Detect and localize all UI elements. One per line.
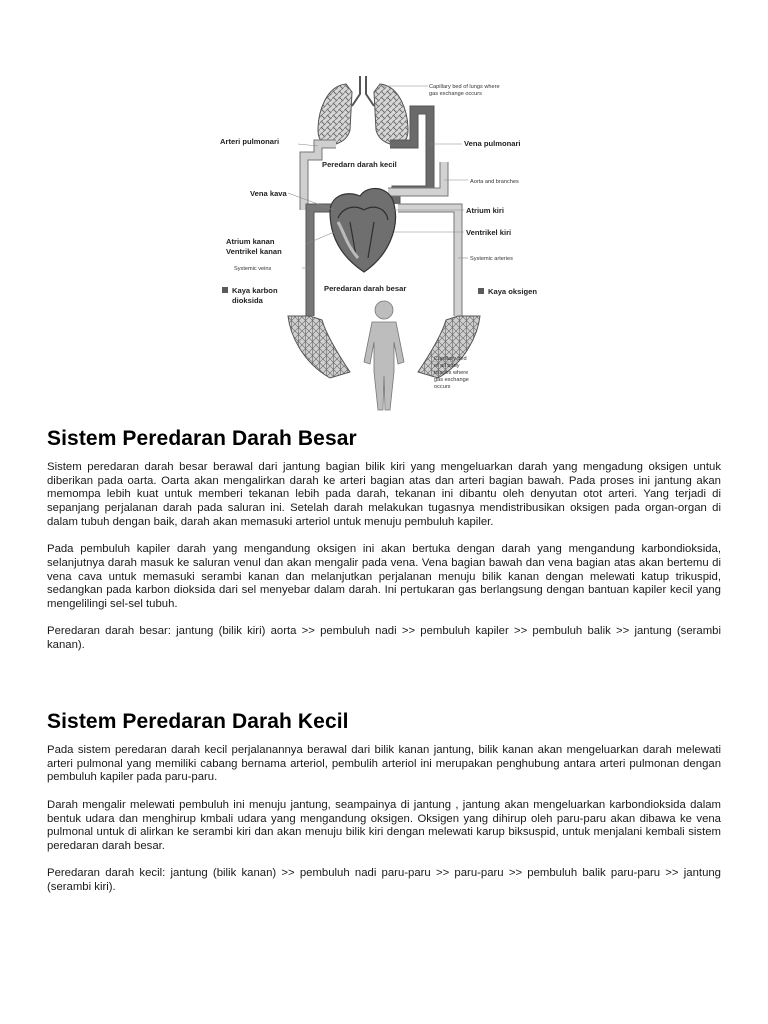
paragraph-besar-1: Sistem peredaran darah besar berawal dari jantung bagian bilik kiri yang mengeluarkan darah yang mengadung oksigen untuk diberikan pada oarta. Oarta akan mengalirkan darah ke arteri bagian atas dan arteri bagian bawah. Pada proses ini jantung akan memompa lebih kuat untuk memberi tekanan lebih pada darah, tekanan ini dibantu oleh denyutan otot arteri. Yang terjadi di sepanjang perjalanan darah pada saluran ini. Setelah darah melakukan tugasnya mendistribusikan oksigen pada organ-organ di dalam tubuh dengan baik, darah akan memasuki arteriol untuk menuju pembuluh kapiler. (47, 461, 721, 528)
label-peredaran-kecil: Peredarn darah kecil (322, 160, 397, 169)
label-atrium-kiri: Atrium kiri (466, 206, 504, 215)
label-aorta: Aorta and branches (470, 179, 519, 185)
human-figure (364, 301, 404, 410)
section-peredaran-kecil (47, 710, 721, 895)
heart (330, 188, 396, 272)
label-vena-pulmonari: Vena pulmonari (464, 139, 521, 148)
legend-swatch-oxygen (478, 288, 484, 294)
label-vena-kava: Vena kava (250, 189, 287, 198)
label-kaya-karbon-1: Kaya karbon (232, 286, 278, 295)
label-peredaran-besar: Peredaran darah besar (324, 284, 407, 293)
label-systemic-veins: Systemic veins (234, 266, 272, 272)
paragraph-kecil-2: Darah mengalir melewati pembuluh ini menuju jantung, seampainya di jantung , jantung akan mengeluarkan karbondioksida dalam bentuk udara dan menghirup kmbali udara yang mengandung oksigen. Oksigen yang dihirup oleh paru-paru akan dibawa ke vena pulmonal untuk di alirkan ke serambi kiri dan akan menuju bilik kiri dengan melewati karup biksuspid, untuk menjalani kembali sistem peredaran darah besar. (47, 798, 721, 852)
label-capillary-body-3: tissues where (434, 370, 469, 376)
lungs (318, 76, 408, 145)
label-ventrikel-kanan: Ventrikel kanan (226, 247, 282, 256)
paragraph-besar-3: Peredaran darah besar: jantung (bilik kiri) aorta >> pembuluh nadi >> pembuluh kapiler >> pembuluh balik >> jantung (serambi kanan). (47, 625, 721, 652)
label-systemic-arteries: Systemic arteries (470, 256, 513, 262)
circulatory-diagram-svg (218, 72, 550, 412)
section-peredaran-besar (47, 427, 721, 653)
label-capillary-lungs-2: gas exchange occurs (429, 91, 482, 97)
label-capillary-body-4: gas exchange (434, 377, 469, 383)
label-capillary-body-5: occurs (434, 384, 451, 390)
section-title-besar: Sistem Peredaran Darah Besar (47, 427, 357, 450)
label-kaya-karbon-2: dioksida (232, 296, 263, 305)
paragraph-besar-2: Pada pembuluh kapiler darah yang mengandung oksigen ini akan bertuka dengan darah yang mengandung karbondioksida, selanjutnya darah masuk ke saluran venul dan akan mengalir pada vena. Vena bagian bawah dan vena bagian atas akan bertemu di vena cava untuk memasuki serambi kanan dan melanjutkan perjalanan menuju bilik kanan dengan melewati katup trikuspid, sedangkan pada karbon dioksida dari sel menyebar dalam darah. Ini pertukaran gas berlangsung dengan bantuan kapiler kecil yang mengelilingi sel-sel tubuh. (47, 543, 721, 611)
label-kaya-oksigen: Kaya oksigen (488, 287, 537, 296)
label-atrium-kanan: Atrium kanan (226, 237, 275, 246)
section-title-kecil: Sistem Peredaran Darah Kecil (47, 710, 349, 733)
label-arteri-pulmonari: Arteri pulmonari (220, 137, 280, 146)
label-capillary-body-2: of all body (434, 363, 460, 369)
circulatory-diagram (218, 72, 550, 412)
label-capillary-lungs-1: Capillary bed of lungs where (429, 84, 500, 90)
label-ventrikel-kiri: Ventrikel kiri (466, 228, 512, 237)
paragraph-kecil-3: Peredaran darah kecil: jantung (bilik kanan) >> pembuluh nadi paru-paru >> paru-paru >> pembuluh balik paru-paru >> jantung (serambi kiri). (47, 867, 721, 893)
label-capillary-body-1: Capillary bed (434, 356, 467, 362)
legend-swatch-co2 (222, 287, 228, 293)
paragraph-kecil-1: Pada sistem peredaran darah kecil perjalanannya berawal dari bilik kanan jantung, bilik kanan akan mengeluarkan darah melewati arteri pulmonal yang memiliki cabang bernama arteriol, pembulih arteriol ini merupakan penghubung antara arteri pulmonan dengan pembuluh kapiler pada paru-paru. (47, 744, 721, 784)
